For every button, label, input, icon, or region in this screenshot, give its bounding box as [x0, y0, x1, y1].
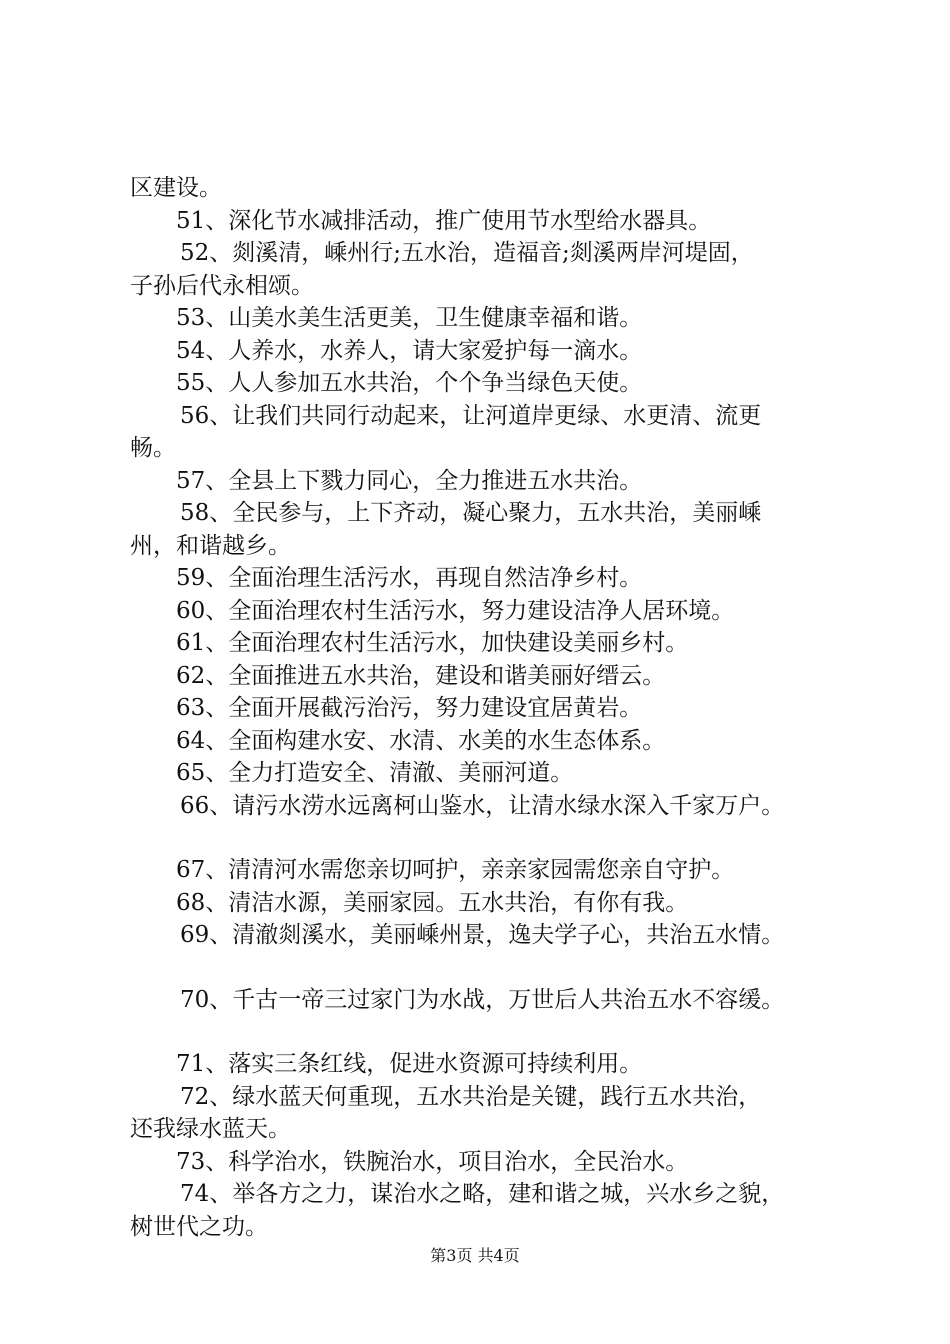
text-line: 53、山美水美生活更美，卫生健康幸福和谐。 — [176, 305, 643, 331]
text-line: 54、人养水，水养人，请大家爱护每一滴水。 — [176, 337, 643, 364]
text-line: 63、全面开展截污治污，努力建设宜居黄岩。 — [176, 695, 643, 721]
text-line: 60、全面治理农村生活污水，努力建设洁净人居环境。 — [176, 597, 735, 624]
text-line: 70、千古一帝三过家门为水战，万世后人共治五水不容缓。 — [180, 986, 785, 1013]
text-line: 65、全力打造安全、清澈、美丽河道。 — [176, 760, 574, 786]
text-line: 62、全面推进五水共治，建设和谐美丽好缙云。 — [176, 662, 666, 689]
text-line: 71、落实三条红线，促进水资源可持续利用。 — [176, 1051, 643, 1077]
page-number-footer: 第3页 共4页 — [430, 1246, 520, 1265]
text-line: 69、清澈剡溪水，美丽嵊州景，逸夫学子心，共治五水情。 — [180, 922, 785, 948]
text-line: 还我绿水蓝天。 — [130, 1116, 291, 1142]
text-line: 区建设。 — [130, 175, 222, 201]
text-line: 59、全面治理生活污水，再现自然洁净乡村。 — [176, 565, 643, 591]
text-line: 61、全面治理农村生活污水，加快建设美丽乡村。 — [176, 630, 689, 656]
text-line: 66、请污水涝水远离柯山鉴水，让清水绿水深入千家万户。 — [180, 792, 785, 819]
text-line: 67、清清河水需您亲切呵护，亲亲家园需您亲自守护。 — [176, 857, 735, 883]
text-line: 州，和谐越乡。 — [130, 532, 291, 559]
text-line: 68、清洁水源，美丽家园。五水共治，有你有我。 — [176, 889, 689, 916]
text-line: 58、全民参与，上下齐动，凝心聚力，五水共治，美丽嵊 — [180, 500, 762, 526]
text-line: 72、绿水蓝天何重现，五水共治是关键，践行五水共治， — [180, 1083, 762, 1110]
text-line: 64、全面构建水安、水清、水美的水生态体系。 — [176, 727, 666, 754]
text-line: 51、深化节水减排活动，推广使用节水型给水器具。 — [176, 207, 712, 234]
text-line: 73、科学治水，铁腕治水，项目治水，全民治水。 — [176, 1148, 689, 1175]
text-line: 56、让我们共同行动起来，让河道岸更绿、水更清、流更 — [180, 402, 762, 429]
text-line: 55、人人参加五水共治，个个争当绿色天使。 — [176, 370, 643, 396]
text-line: 树世代之功。 — [130, 1213, 268, 1240]
document-body — [130, 172, 846, 1243]
text-line: 57、全县上下戮力同心，全力推进五水共治。 — [176, 467, 643, 494]
text-line: 52、剡溪清，嵊州行;五水治，造福音;剡溪两岸河堤固， — [180, 240, 754, 266]
text-line: 子孙后代永相颂。 — [130, 272, 314, 299]
text-line: 畅。 — [130, 435, 176, 461]
text-line: 74、举各方之力，谋治水之略，建和谐之城，兴水乡之貌， — [180, 1181, 785, 1207]
